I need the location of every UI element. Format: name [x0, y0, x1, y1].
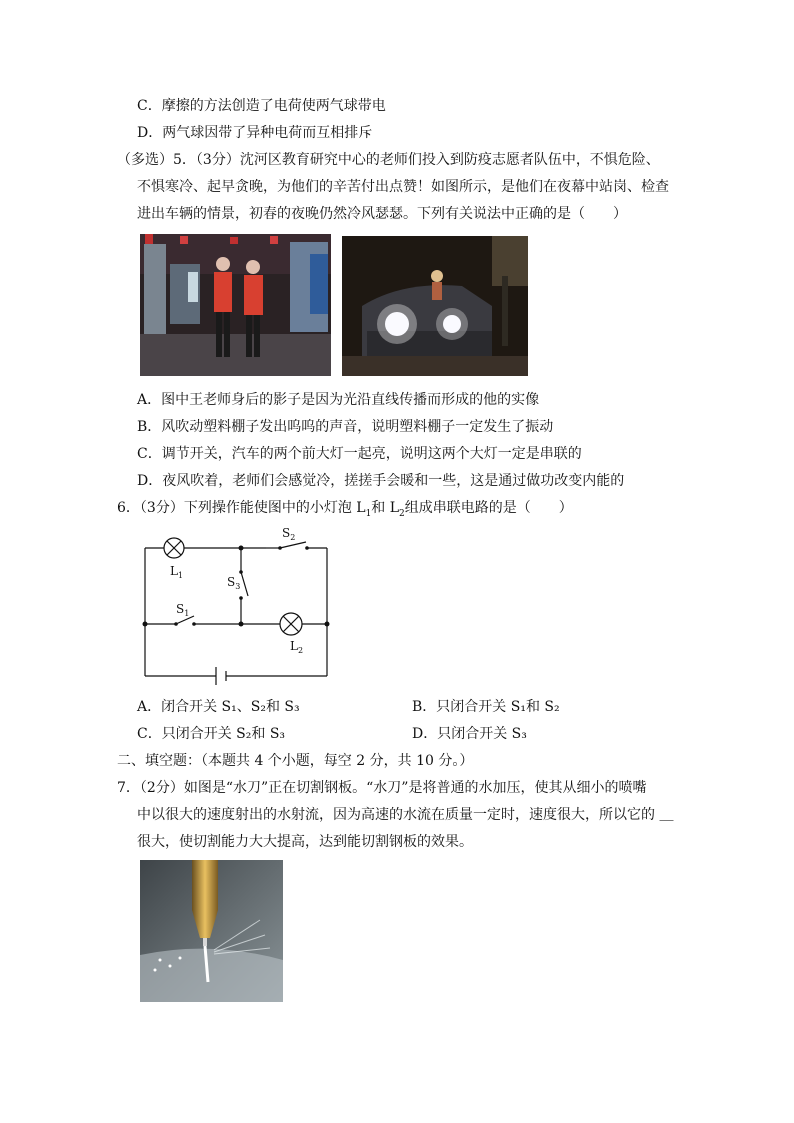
label-L1: $L_1$ [170, 564, 184, 580]
q7-line2: 中以很大的速度射出的水射流，因为高速的水流在质量一定时，速度很大，所以它的 ＿ [137, 807, 674, 823]
q4-option-d: D．两气球因带了异种电荷而互相排斥 [137, 125, 373, 141]
car-headlights-photo [342, 236, 528, 376]
label-L2: $L_2$ [290, 639, 304, 655]
q5-option-b: B．风吹动塑料棚子发出呜呜的声音，说明塑料棚子一定发生了振动 [137, 419, 554, 435]
section-heading: 二、填空题：（本题共 4 个小题，每空 2 分，共 10 分。） [117, 753, 474, 769]
q7-line3: 很大，使切割能力大大提高，达到能切割钢板的效果。 [137, 834, 473, 850]
q5-option-a: A．图中王老师身后的影子是因为光沿直线传播而形成的他的实像 [137, 392, 540, 408]
q5-option-d: D．夜风吹着，老师们会感觉冷，搓搓手会暖和一些，这是通过做功改变内能的 [137, 473, 625, 489]
label-S3: $S_3$ [227, 575, 241, 591]
q5-stem-line1: （多选）5．（3分）沈河区教育研究中心的老师们投入到防疫志愿者队伍中，不惧危险、 [117, 152, 660, 168]
q5-stem-line2: 不惧寒冷、起早贪晚，为他们的辛苦付出点赞！如图所示，是他们在夜幕中站岗、检查 [137, 179, 669, 195]
circuit-diagram [130, 520, 350, 690]
q6-option-d: D．只闭合开关 S₃ [412, 726, 527, 742]
label-S1: $S_1$ [176, 602, 190, 618]
q7-line1: 7．（2分）如图是“水刀”正在切割钢板。“水刀”是将普通的水加压，使其从细小的喷嘴 [117, 780, 647, 796]
q5-stem-line3: 进出车辆的情景，初春的夜晚仍然冷风瑟瑟。下列有关说法中正确的是（ ） [137, 206, 627, 222]
q4-option-c: C．摩擦的方法创造了电荷使两气球带电 [137, 98, 386, 114]
q5-option-c: C．调节开关，汽车的两个前大灯一起亮，说明这两个大灯一定是串联的 [137, 446, 582, 462]
water-jet-photo [140, 860, 283, 1002]
q6-option-b: B．只闭合开关 S₁和 S₂ [412, 699, 560, 715]
q6-stem: 6．（3分）下列操作能使图中的小灯泡 $L_1$和 $L_2$组成串联电路的是（ ） [117, 500, 573, 519]
volunteers-photo [140, 234, 331, 376]
q6-option-a: A．闭合开关 S₁、S₂和 S₃ [137, 699, 300, 715]
q6-option-c: C．只闭合开关 S₂和 S₃ [137, 726, 286, 742]
label-S2: $S_2$ [282, 526, 296, 542]
